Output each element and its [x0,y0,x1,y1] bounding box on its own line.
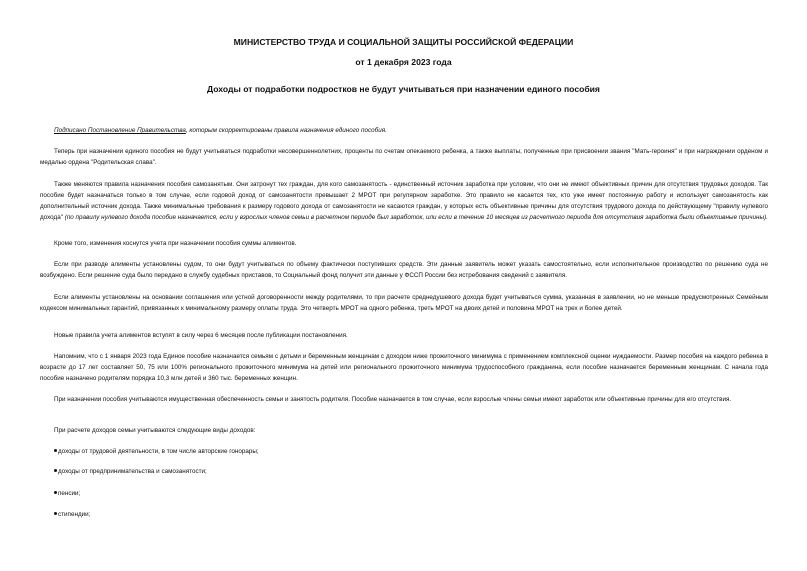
decree-link[interactable]: Подписано Постановление Правительства [54,127,186,134]
paragraph-2: Теперь при назначении единого пособия не будут учитываться подработки несовершеннолетних, проценты по счетам опекаемого ребенка, а также выплаты, полученные при присвоении звания "Мать-героиня" и при награждении орденом и медалью ордена "Родительская слава". [40,148,768,166]
list-item: доходы от предпринимательства и самозанятости; [54,466,207,477]
bullet-icon [54,449,57,452]
list-item: доходы от трудовой деятельности, в том числе авторские гонорары; [54,446,259,457]
paragraph-6: Если алименты установлены на основании соглашения или устной договоренности между родителями, то при расчете среднедушевого дохода будет учитываться сумма, указанная в заявлении, но не меньше предусмотренных Семейным кодексом минимальных гарантий, привязанных к минимальному размеру оплаты труда. Это четверть МРОТ на одного ребенка, треть МРОТ на двоих детей и половина МРОТ на трех и более детей. [40,294,768,312]
paragraph-7: Новые правила учета алиментов вступят в силу через 6 месяцев после публикации постановления. [54,332,348,339]
paragraph-5: Если при разводе алименты установлены судом, то они будут учитываться по объему фактически поступивших средств. Эти данные заявитель может указать самостоятельно, если исполнительное производство по решению суда не возбуждено. Если решение суда было передано в службу судебных приставов, то Социальный фонд получит эти данные у ФССП России без истребования сведений с заявителя. [40,261,768,279]
ministry-heading: МИНИСТЕРСТВО ТРУДА И СОЦИАЛЬНОЙ ЗАЩИТЫ РОССИЙСКОЙ ФЕДЕРАЦИИ [233,37,574,47]
document-date: от 1 декабря 2023 года [355,57,452,67]
paragraph-3-text: Также меняются правила назначения пособия самозанятым. Они затронут тех граждан, для кого самозанятость - единственный источник заработка при условии, что они не имеют объективных причин для отсутствия трудовых доходов. Так пособие будет назначаться только в том случае, если годовой доход от самозанятости превышает 2 МРОТ при регулярном заработке. Это правило не касается тех, кто уже имеет постоянную работу и использует самозанятость как дополнительный источник дохода. Также минимальные требования к размеру годового дохода от самозанятости не касаются граждан, у которых есть объективные причины для отсутствия трудового дохода по действующему "правилу нулевого дохода" [40,181,768,221]
paragraph-3 [40,179,768,223]
document-title: Доходы от подработки подростков не будут учитываться при назначении единого пособия [207,84,600,94]
bullet-icon [54,469,57,472]
list-item: пенсии; [54,488,80,499]
paragraph-1-text: , которым скорректированы правила назначения единого пособия. [185,127,387,134]
bullet-icon [54,491,57,494]
paragraph-8: Напомним, что с 1 января 2023 года Единое пособие назначается семьям с детьми и беременным женщинам с доходом ниже прожиточного минимума с применением комплексной оценки нуждаемости. Размер пособия на каждого ребенка в возрасте до 17 лет составляет 50, 75 или 100% регионального прожиточного минимума на детей или регионального прожиточного минимума трудоспособного гражданина, если пособие назначается беременным женщинам. С начала года пособие назначено родителям порядка 10,3 млн детей и 360 тыс. беременных женщин. [40,353,768,382]
bullet-icon [54,512,57,515]
paragraph-10: При расчете доходов семьи учитываются следующие виды доходов: [54,427,256,434]
paragraph-3-italic: (по правилу нулевого дохода пособие назначается, если у взрослых членов семьи в расчетном периоде был заработок, или если в течение 10 месяцев из расчетного периода для отсутствия заработка были объективные причины). [62,214,768,221]
paragraph-4: Кроме того, изменения коснутся учета при назначении пособия суммы алиментов. [54,240,297,247]
list-item: стипендии; [54,509,90,520]
paragraph-1 [40,125,768,136]
paragraph-9: При назначении пособия учитываются имущественная обеспеченность семьи и занятость родителя. Пособие назначается в том случае, если взрослые члены семьи имеют заработок или объективные причины для его отсутствия. [54,396,732,403]
